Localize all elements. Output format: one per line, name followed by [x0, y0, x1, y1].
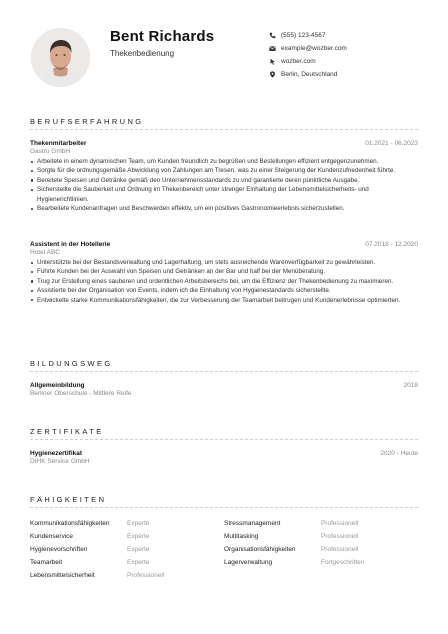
phone-icon	[268, 31, 276, 39]
skill-level: Professionell	[321, 546, 359, 553]
contact-email[interactable]	[268, 42, 428, 54]
skill-name: Kundenservice	[30, 533, 73, 540]
skill-name: Teamarbeit	[30, 559, 63, 566]
job-bullet: Bereitete Speisen und Getränke gemäß den Unternehmensstandards zu und garantierte deren pünktliche Ausgabe.	[30, 176, 418, 185]
skill-name: Lebensmittelsicherheit	[30, 572, 95, 579]
skill-level: Professionell	[321, 520, 359, 527]
skill-level: Professionell	[321, 533, 359, 540]
email-icon	[268, 44, 276, 52]
skill-row	[30, 556, 418, 569]
location-icon	[268, 70, 276, 78]
job-bullet: Assistierte bei der Organisation von Events, indem ich die Einhaltung von Hygienestandards sicherstellte.	[30, 286, 418, 295]
job-entry	[30, 241, 418, 305]
job-dates: 01.2021 - 06.2023	[365, 140, 418, 147]
skill-name: Multitasking	[224, 533, 259, 540]
job-dates: 07.2018 - 12.2020	[365, 241, 418, 248]
skill-level: Experte	[127, 559, 150, 566]
skill-item	[224, 533, 418, 540]
skill-item	[30, 520, 224, 527]
job-company: Hotel ABC	[30, 249, 60, 256]
job-role: Thekenbedienung	[110, 49, 175, 58]
certificate-entry	[30, 450, 418, 465]
skill-name: Kommunikationsfähigkeiten	[30, 520, 110, 527]
person-name: Bent Richards	[110, 28, 215, 45]
job-bullet: Führte Kunden bei der Auswahl von Speisen und Getränken an der Bar und half bei der Menüberatung.	[30, 267, 418, 276]
section-title-experience: BERUFSERFAHRUNG	[30, 117, 144, 126]
section-title-skills: FÄHIGKEITEN	[30, 495, 107, 504]
resume-header	[0, 0, 448, 112]
contact-list	[268, 29, 428, 81]
skill-row	[30, 543, 418, 556]
contact-email-text[interactable]: example@wozber.com	[281, 44, 347, 52]
profile-photo-illustration	[31, 28, 90, 87]
job-entry	[30, 140, 418, 213]
contact-location-text: Berlin, Deutschland	[281, 70, 338, 78]
skill-row	[30, 530, 418, 543]
section-divider	[30, 129, 418, 130]
skill-row	[30, 569, 418, 582]
education-date: 2018	[403, 382, 418, 389]
contact-phone	[268, 29, 428, 41]
section-title-certificates: ZERTIFIKATE	[30, 427, 104, 436]
skill-item	[30, 572, 228, 579]
job-bullet: Unterstützte bei der Bestandsverwaltung und Lagerhaltung, um stets ausreichende Warenverfügbarkeit zu gewährleisten.	[30, 258, 418, 267]
section-title-education: BILDUNGSWEG	[30, 359, 113, 368]
skill-name: Stressmanagement	[224, 520, 281, 527]
skill-row	[30, 517, 418, 530]
education-entry	[30, 382, 418, 397]
contact-website-text[interactable]: wozber.com	[281, 57, 316, 65]
skill-name: Hygienevorschriften	[30, 546, 88, 553]
skill-level: Experte	[127, 520, 150, 527]
skill-level: Experte	[127, 533, 150, 540]
contact-location	[268, 68, 428, 80]
job-title: Assistent in der Hotellerie	[30, 241, 111, 248]
job-bullet: Bearbeitete Kundenanfragen und Beschwerden effektiv, um ein positives Gastronomieerlebnis sicherzustellen.	[30, 204, 418, 213]
section-divider	[30, 507, 418, 508]
skill-item	[224, 559, 418, 566]
education-title: Allgemeinbildung	[30, 382, 85, 389]
job-bullet: Sorgte für die ordnungsgemäße Abwicklung von Zahlungen am Tresen, was zu einer Steigerung der Kundenzufriedenheit führte.	[30, 166, 418, 175]
certificate-title: Hygienezertifikat	[30, 450, 83, 457]
section-divider	[30, 371, 418, 372]
job-company: Gastro GmbH	[30, 148, 71, 155]
skills-grid	[30, 517, 418, 582]
job-bullet: Entwickelte starke Kommunikationsfähigkeiten, die zur Verbesserung der Teamarbeit beitrugen und Kundenerlebnisse optimierten.	[30, 296, 418, 305]
job-bullet: Arbeitete in einem dynamischen Team, um Kunden freundlich zu begrüßen und Bestellungen effizient entgegenzunehmen.	[30, 157, 418, 166]
skill-item	[30, 546, 224, 553]
skill-level: Experte	[127, 546, 150, 553]
skill-item	[224, 546, 418, 553]
skill-level: Professionell	[127, 572, 165, 579]
skill-item	[30, 533, 224, 540]
profile-photo	[31, 28, 90, 87]
skill-level: Fortgeschritten	[321, 559, 365, 566]
job-bullet: Sicherstellte die Sauberkeit und Ordnung im Thekenbereich unter strenger Einhaltung der Lebensmittelsicherheits- und Hygienerichtlinien.	[30, 185, 418, 204]
certificate-issuer: DIHK Service GmbH	[30, 458, 90, 465]
skill-name: Organisationsfähigkeiten	[224, 546, 296, 553]
job-title: Thekenmitarbeiter	[30, 140, 87, 147]
education-school: Berliner Oberschule - Mittlere Reife	[30, 390, 132, 397]
job-bullets	[30, 157, 418, 213]
job-bullets	[30, 258, 418, 305]
contact-phone-text: (555) 123-4567	[281, 31, 326, 39]
certificate-date: 2020 - Heute	[380, 450, 418, 457]
contact-website[interactable]	[268, 55, 428, 67]
skill-item	[224, 520, 418, 527]
skill-item	[30, 559, 224, 566]
job-bullet: Trug zur Erstellung eines sauberen und ordentlichen Arbeitsbereichs bei, um die Effizienz der Thekenbedienung zu maximieren.	[30, 277, 418, 286]
section-divider	[30, 439, 418, 440]
skill-name: Lagerverwaltung	[224, 559, 273, 566]
link-icon	[268, 57, 276, 65]
